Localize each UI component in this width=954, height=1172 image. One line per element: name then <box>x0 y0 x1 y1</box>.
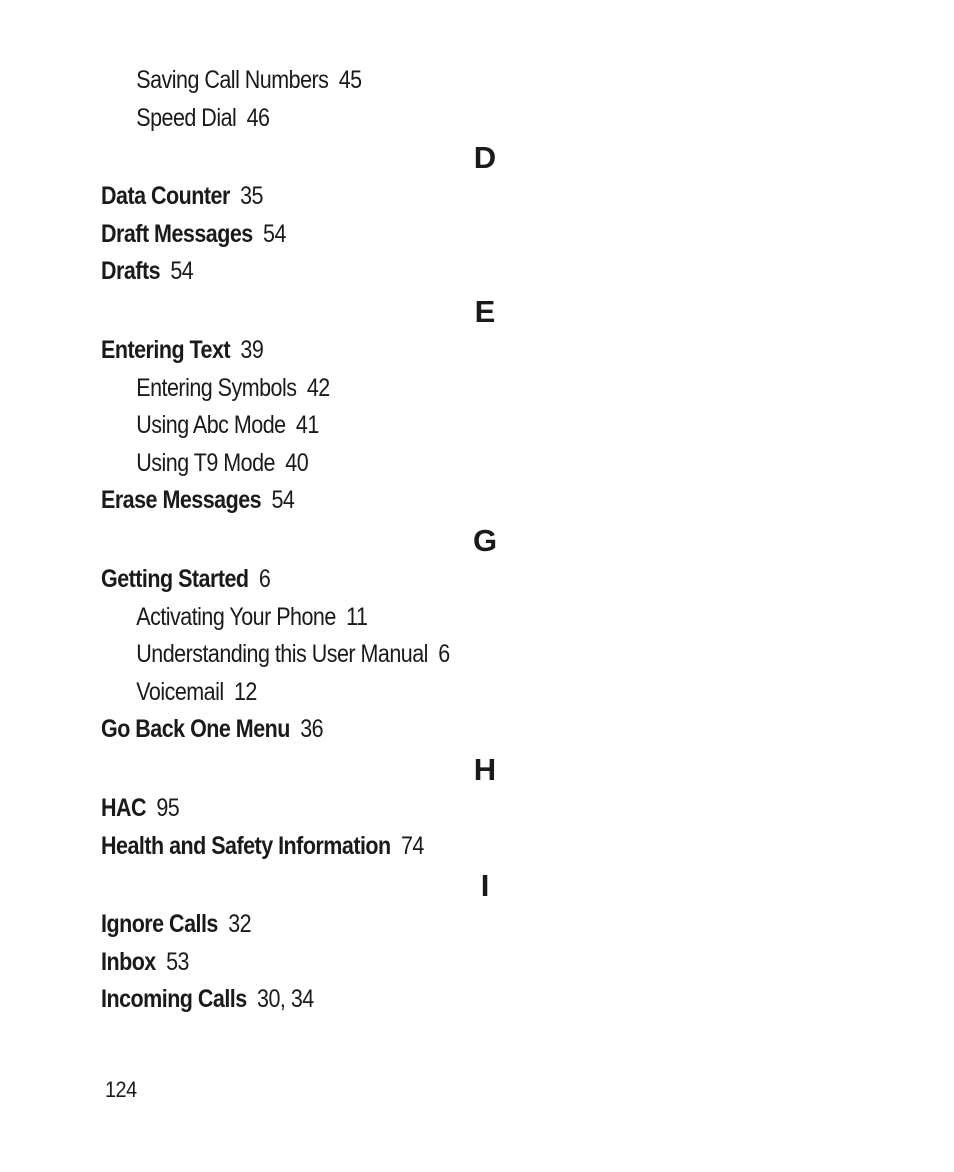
section-letter-e: E <box>474 293 496 329</box>
index-page-ref[interactable]: 35 <box>240 182 264 211</box>
index-page-ref[interactable]: 95 <box>156 793 180 822</box>
index-entry-health-and-safety-information <box>101 828 462 866</box>
index-entry-erase-messages <box>101 482 462 520</box>
index-entry-data-counter <box>101 178 462 216</box>
index-term: Draft Messages <box>101 219 253 248</box>
index-term: Ignore Calls <box>101 910 218 939</box>
index-term: Incoming Calls <box>101 985 247 1014</box>
index-page-ref[interactable]: 53 <box>166 947 189 976</box>
index-page-ref[interactable]: 74 <box>400 831 424 860</box>
index-page-ref[interactable]: 30, 34 <box>257 985 314 1014</box>
index-term: Understanding this User Manual <box>136 640 428 669</box>
index-term: HAC <box>101 793 147 822</box>
index-subentry-using-t9-mode <box>101 445 462 483</box>
index-page-ref[interactable]: 36 <box>300 715 324 744</box>
index-term: Voicemail <box>136 677 224 706</box>
index-entry-entering-text <box>101 332 462 370</box>
index-page-ref[interactable]: 12 <box>233 677 257 706</box>
index-entry-ignore-calls <box>101 906 462 944</box>
index-page-ref[interactable]: 32 <box>228 910 252 939</box>
index-page-ref[interactable]: 6 <box>438 640 450 669</box>
index-term: Getting Started <box>101 564 249 593</box>
index-term: Data Counter <box>101 182 230 211</box>
index-entry-hac <box>101 790 462 828</box>
section-letter-g: G <box>472 522 498 558</box>
index-page-ref[interactable]: 54 <box>263 219 286 248</box>
index-page-ref[interactable]: 6 <box>258 564 271 593</box>
index-term: Inbox <box>101 947 156 976</box>
section-letter-i: I <box>480 868 490 904</box>
index-entry-drafts <box>101 253 462 291</box>
index-term: Using T9 Mode <box>136 448 275 477</box>
index-subentry-entering-symbols <box>101 370 462 408</box>
index-entry-incoming-calls <box>101 981 462 1019</box>
index-term: Saving Call Numbers <box>136 66 329 94</box>
section-letter-d: D <box>473 140 497 176</box>
index-page-ref[interactable]: 39 <box>240 335 264 364</box>
index-entry-go-back-one-menu <box>101 711 462 749</box>
index-subentry-understanding-this-user-manual <box>101 636 462 674</box>
index-term: Entering Symbols <box>136 373 297 402</box>
index-subentry-activating-your-phone <box>101 599 462 637</box>
index-term: Erase Messages <box>101 486 262 515</box>
index-term: Activating Your Phone <box>136 602 336 631</box>
index-list <box>101 62 521 1019</box>
index-subentry-voicemail <box>101 674 462 712</box>
index-term: Go Back One Menu <box>101 715 290 744</box>
index-page-ref[interactable]: 46 <box>246 103 270 132</box>
index-subentry-speed-dial <box>101 100 462 138</box>
index-subentry-saving-call-numbers <box>101 62 462 100</box>
index-page-ref[interactable]: 40 <box>285 448 309 477</box>
index-page-ref[interactable]: 54 <box>170 257 194 286</box>
index-subentry-using-abc-mode <box>101 407 462 445</box>
index-page-ref[interactable]: 54 <box>271 486 295 515</box>
index-term: Using Abc Mode <box>136 411 286 440</box>
index-term: Speed Dial <box>136 103 237 132</box>
index-entry-inbox <box>101 944 462 982</box>
index-term: Drafts <box>101 257 161 286</box>
index-page-ref[interactable]: 42 <box>306 373 330 402</box>
index-entry-getting-started <box>101 561 462 599</box>
index-entry-draft-messages <box>101 216 462 254</box>
index-page-ref[interactable]: 41 <box>295 411 319 440</box>
index-term: Entering Text <box>101 335 231 364</box>
index-page-ref[interactable]: 11 <box>346 602 368 631</box>
section-letter-h: H <box>473 751 497 787</box>
index-term: Health and Safety Information <box>101 831 391 860</box>
page-number: 124 <box>105 1077 137 1102</box>
index-page-ref[interactable]: 45 <box>338 66 362 94</box>
